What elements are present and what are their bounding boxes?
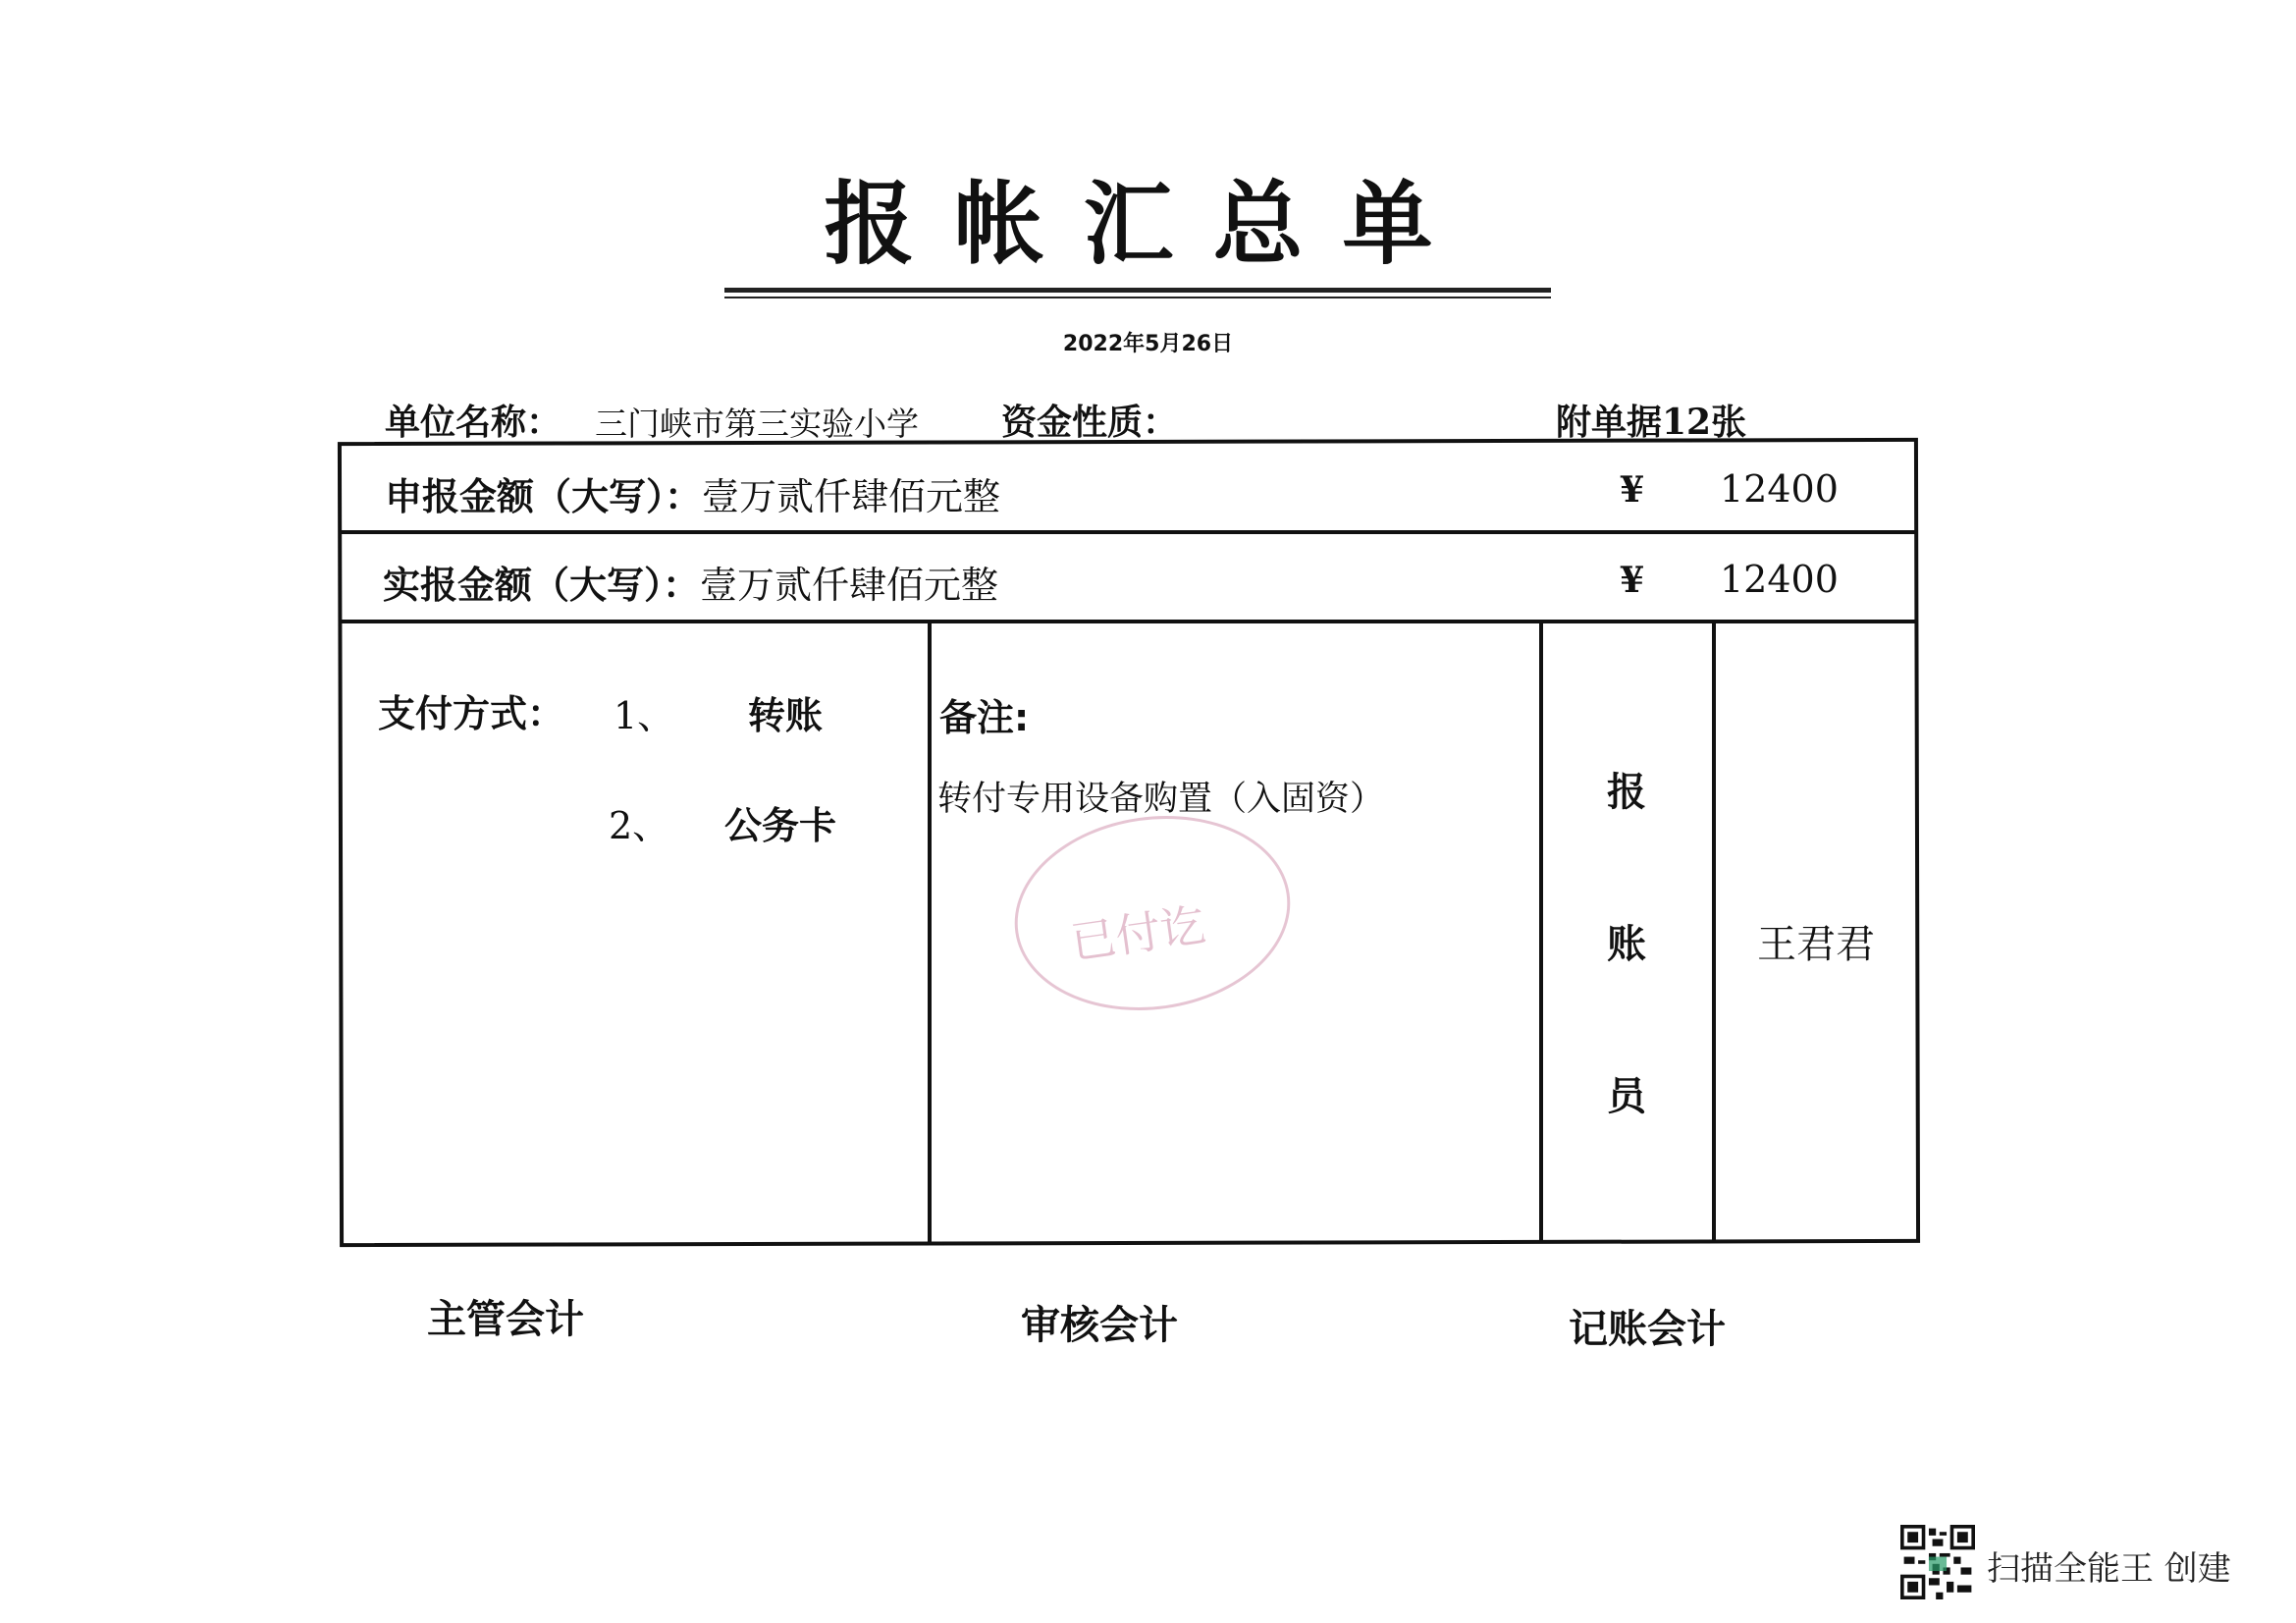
supervisor-accountant-label: 主管会计: [427, 1297, 584, 1342]
payment-item-1-index: 1、: [614, 694, 675, 737]
page-title: 报帐汇总单: [824, 172, 1472, 277]
column-divider-2: [1539, 622, 1543, 1243]
row-divider-1: [341, 530, 1917, 534]
column-divider-3: [1712, 622, 1716, 1243]
reporter-label-char-1: 报: [1607, 770, 1646, 815]
actual-amount-words: 壹万贰仟肆佰元整: [700, 564, 999, 607]
row-divider-2: [341, 620, 1917, 623]
payment-item-2-method: 公务卡: [724, 804, 837, 847]
title-underline: [724, 288, 1551, 293]
unit-name-value: 三门峡市第三实验小学: [595, 405, 919, 443]
actual-amount-value: 12400: [1720, 558, 1839, 601]
actual-amount-label: 实报金额（大写）：: [383, 564, 701, 607]
actual-amount-row: [383, 555, 998, 609]
audit-accountant-label: 审核会计: [1021, 1303, 1178, 1348]
bookkeeper-accountant-label: 记账会计: [1569, 1307, 1726, 1352]
payment-item-2-index: 2、: [609, 804, 670, 847]
declared-amount-words: 壹万贰仟肆佰元整: [702, 475, 1001, 518]
remarks-label: 备注:: [939, 696, 1030, 739]
remarks-text: 转付专用设备购置（入固资）: [937, 780, 1385, 819]
unit-name-label: 单位名称：: [385, 403, 562, 443]
actual-currency: ¥: [1620, 560, 1645, 601]
column-divider-1: [928, 622, 932, 1243]
title-underline-thin: [724, 297, 1551, 298]
reporter-label-char-2: 账: [1607, 922, 1646, 967]
document-date: 2022年5月26日: [1062, 332, 1234, 356]
fund-nature-label: 资金性质：: [1001, 403, 1179, 443]
declared-currency: ¥: [1620, 469, 1645, 511]
declared-amount-row: [385, 466, 1000, 520]
reporter-name: 王君君: [1757, 922, 1875, 967]
qr-code-icon: [1900, 1525, 1975, 1599]
paid-stamp-text: 已付讫: [1067, 897, 1209, 970]
payment-method-label: 支付方式：: [378, 692, 565, 735]
attachment-count: 附单据12张: [1556, 402, 1747, 443]
reporter-label-char-3: 员: [1607, 1074, 1646, 1119]
declared-amount-label: 申报金额（大写）：: [385, 475, 703, 518]
declared-amount-value: 12400: [1720, 467, 1839, 511]
scanner-watermark-text: 扫描全能王 创建: [1987, 1549, 2231, 1589]
payment-item-1-method: 转账: [748, 694, 824, 737]
